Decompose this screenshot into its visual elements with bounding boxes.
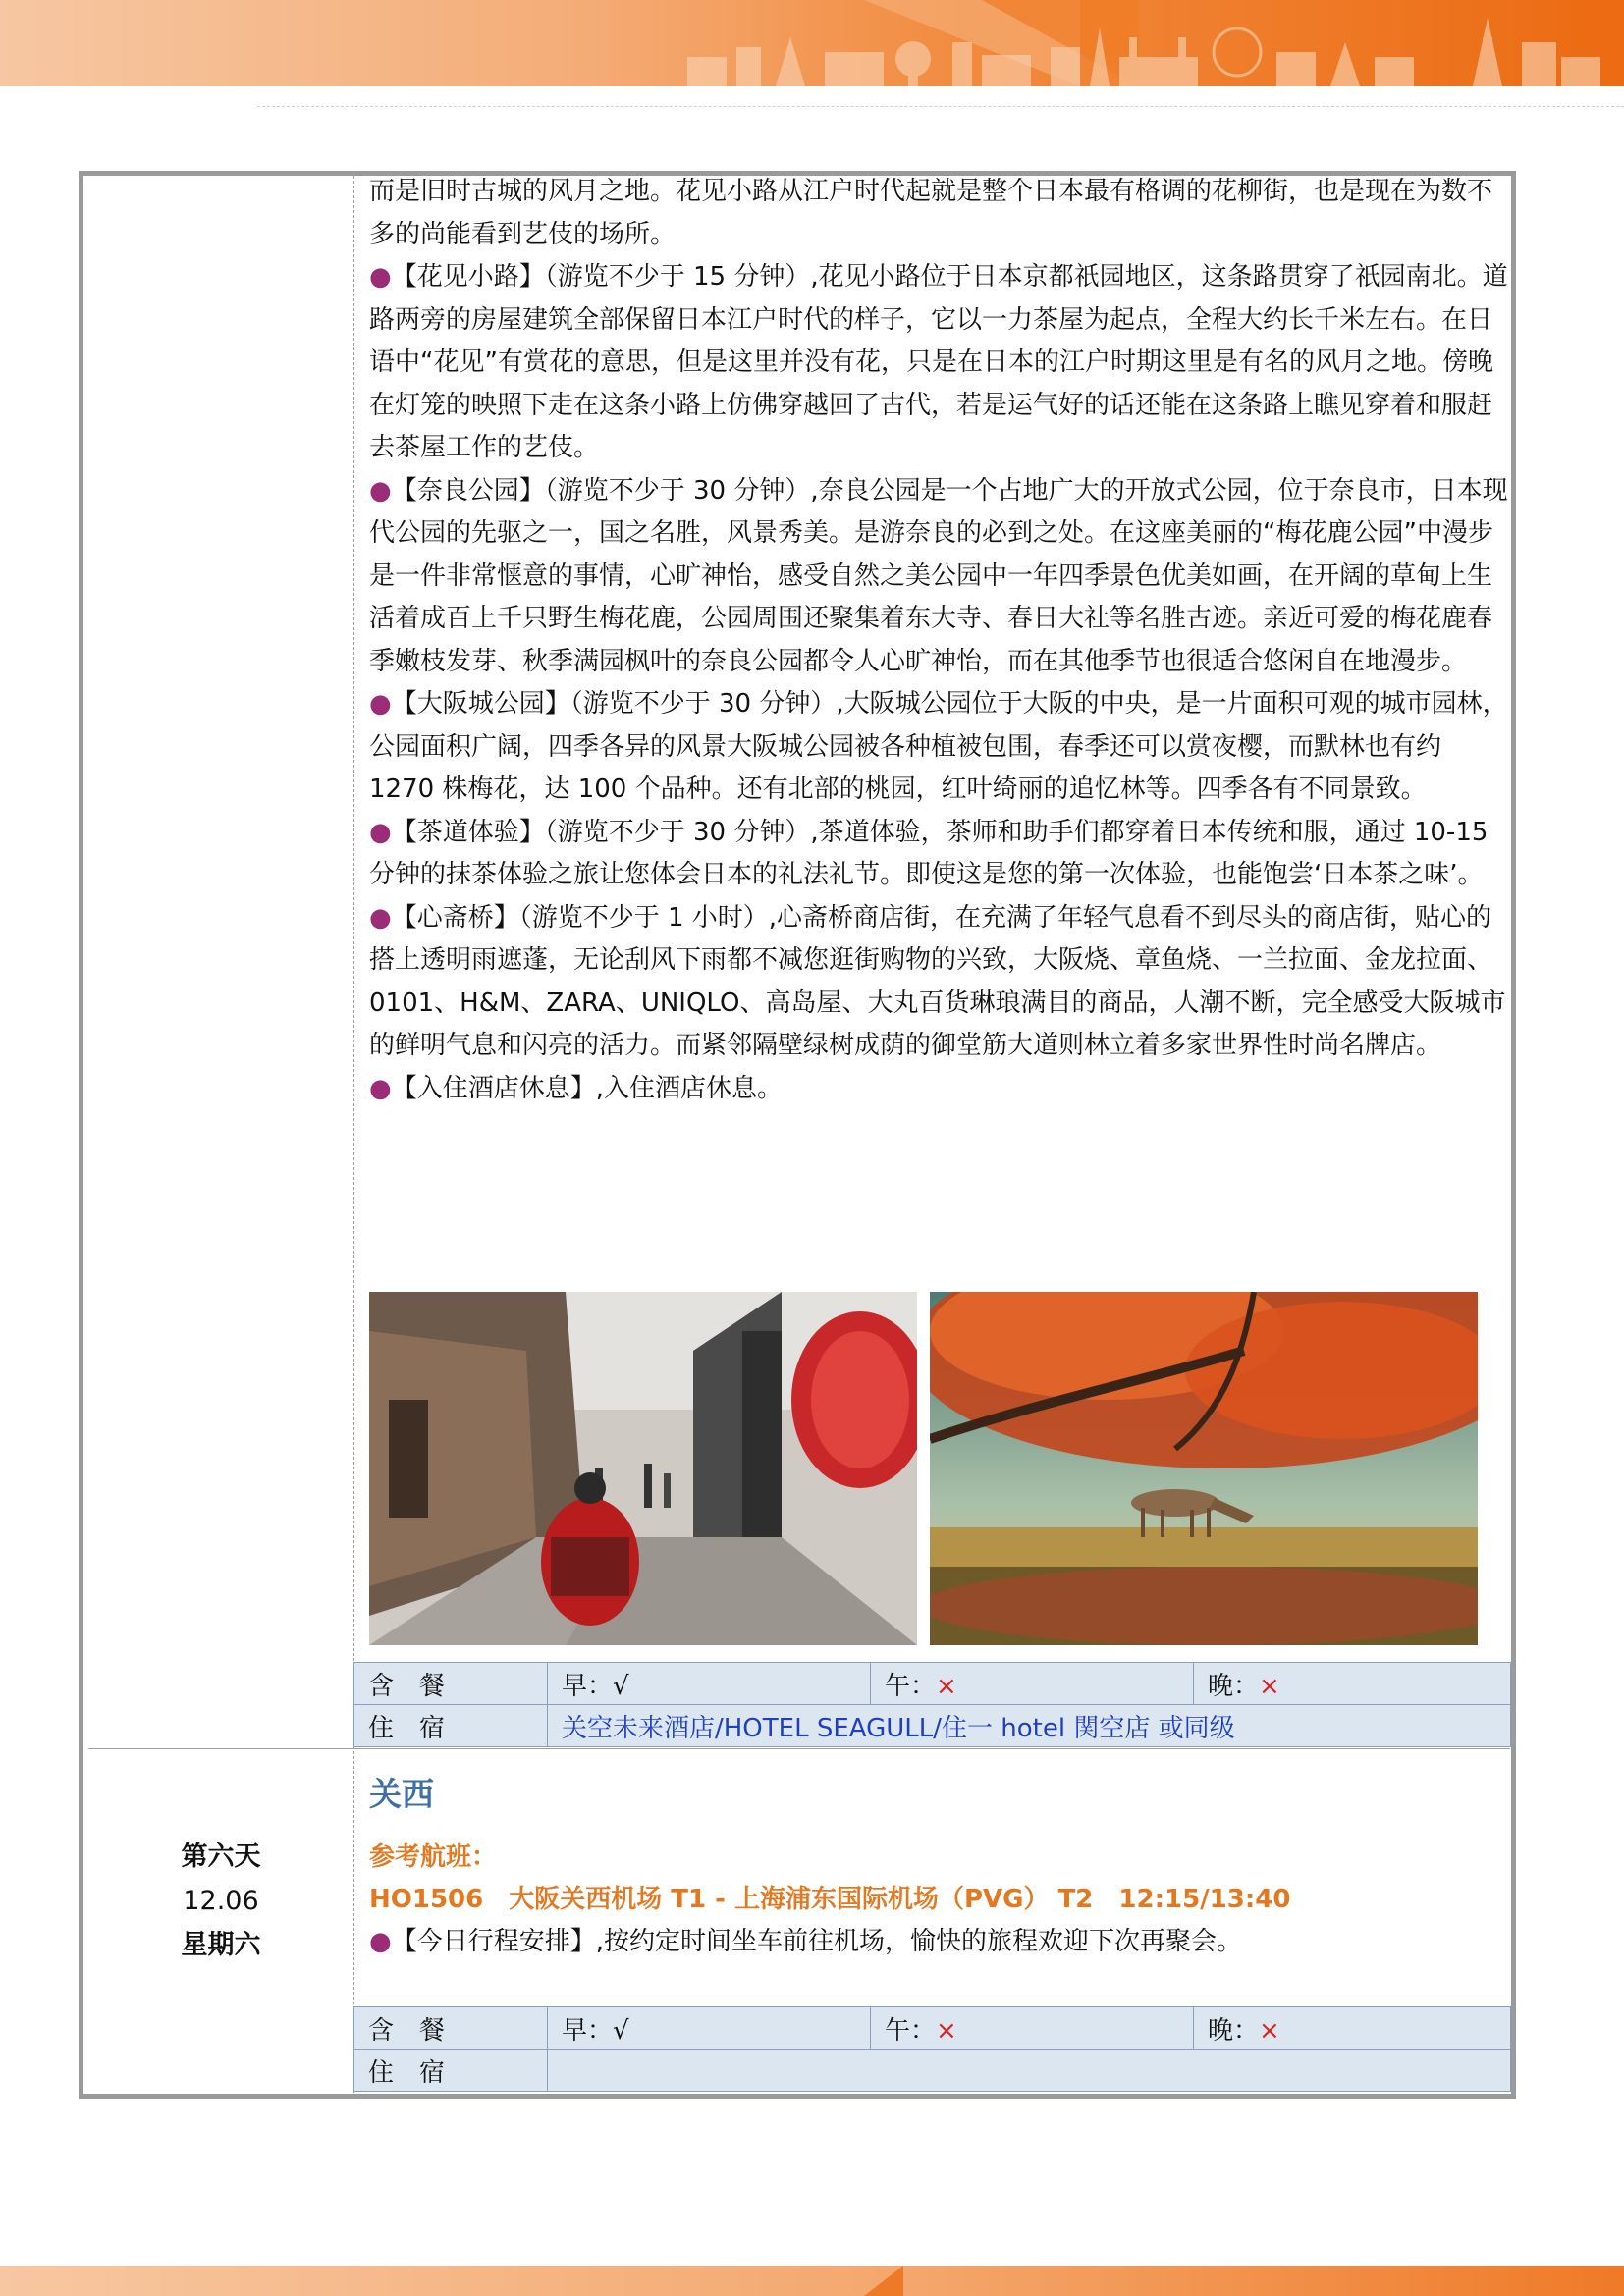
breakfast-cell: 早：√ bbox=[548, 1663, 871, 1705]
breakfast-cell: 早：√ bbox=[548, 2007, 871, 2050]
activity-text: ,按约定时间坐车前往机场，愉快的旅程欢迎下次再聚会。 bbox=[595, 1927, 1242, 1956]
bullet-icon: ● bbox=[369, 689, 392, 719]
attraction-text: ,入住酒店休息。 bbox=[595, 1073, 783, 1103]
lodging-label: 住 宿 bbox=[354, 2050, 548, 2092]
hotel-name bbox=[548, 2050, 1511, 2092]
paragraph-intro-continued: 而是旧时古城的风月之地。花见小路从江户时代起就是整个日本最有格调的花柳街，也是现在为数不多的尚能看到艺伎的场所。 bbox=[369, 177, 1493, 249]
attraction-text: （游览不少于 1 小时）,心斋桥商店街，在充满了年轻气息看不到尽头的商店街，贴心的搭上透明雨遮蓬，无论刮风下雨都不减您逛街购物的兴致，大阪烧、章鱼烧、一兰拉面、金龙拉面、0101、H&M、ZARA、UNIQLO、高岛屋、大丸百货琳琅满目的商品，人潮不断，完全感受大阪城市的鲜明气息和闪亮的活力。而紧邻隔壁绿树成荫的御堂筋大道则林立着多家世界性时尚名牌店。 bbox=[369, 902, 1506, 1060]
lunch-cell: 午：× bbox=[871, 1663, 1194, 1705]
attraction-osaka-castle-park bbox=[369, 683, 1508, 812]
cross-icon: × bbox=[1259, 1671, 1280, 1701]
flight-title: 参考航班： bbox=[369, 1842, 498, 1872]
lunch-cell: 午：× bbox=[871, 2007, 1194, 2050]
attraction-text: （游览不少于 30 分钟）,大阪城公园位于大阪的中央，是一片面积可观的城市园林，公园面积广阔，四季各异的风景大阪城公园被各种植被包围，春季还可以赏夜樱，而默林也有约 1270 株梅花，达 100 个品种。还有北部的桃园，红叶绮丽的追忆林等。四季各有不同景致。 bbox=[369, 689, 1508, 804]
attraction-hanamikoji bbox=[369, 256, 1508, 470]
day-number: 第六天 bbox=[181, 1842, 261, 1872]
photo-deer-autumn bbox=[930, 1292, 1478, 1645]
attraction-title: 【花见小路】 bbox=[391, 262, 545, 292]
meals-label: 含 餐 bbox=[354, 2007, 548, 2050]
bullet-icon: ● bbox=[369, 475, 392, 506]
meals-row bbox=[354, 1663, 1511, 1705]
attraction-shinsaibashi bbox=[369, 897, 1508, 1068]
day6-meals-table bbox=[353, 2006, 1511, 2092]
bullet-icon: ● bbox=[369, 1927, 392, 1956]
attraction-tea-ceremony bbox=[369, 812, 1508, 897]
bullet-icon: ● bbox=[369, 262, 392, 292]
attraction-text: （游览不少于 30 分钟）,奈良公园是一个占地广大的开放式公园，位于奈良市，日本现代公园的先驱之一，国之名胜，风景秀美。是游奈良的必到之处。在这座美丽的“梅花鹿公园”中漫步是一件非常惬意的事情，心旷神怡，感受自然之美公园中一年四季景色优美如画，在开阔的草甸上生活着成百上千只野生梅花鹿，公园周围还聚集着东大寺、春日大社等名胜古迹。亲近可爱的梅花鹿春季嫩枝发芽、秋季满园枫叶的奈良公园都令人心旷神怡，而在其他季节也很适合悠闲自在地漫步。 bbox=[369, 475, 1508, 676]
meals-label: 含 餐 bbox=[354, 1663, 548, 1705]
region-title: 关西 bbox=[369, 1775, 434, 1813]
cross-icon: × bbox=[936, 2015, 957, 2046]
cross-icon: × bbox=[936, 1671, 957, 1701]
day-weekday: 星期六 bbox=[181, 1930, 261, 1960]
day6-activity bbox=[369, 1921, 1242, 1957]
photo-geisha-street bbox=[369, 1292, 917, 1645]
bullet-icon: ● bbox=[369, 1073, 392, 1103]
attraction-text: （游览不少于 30 分钟）,茶道体验，茶师和助手们都穿着日本传统和服，通过 10-15 分钟的抹茶体验之旅让您体会日本的礼法礼节。即使这是您的第一次体验，也能饱尝‘日本茶之味’。 bbox=[369, 817, 1489, 889]
day-date: 12.06 bbox=[183, 1886, 259, 1916]
hotel-name: 关空未来酒店/HOTEL SEAGULL/住一 hotel 関空店 或同级 bbox=[548, 1705, 1511, 1747]
lodging-row bbox=[354, 2050, 1511, 2092]
header-banner bbox=[0, 0, 1624, 86]
column-divider bbox=[353, 171, 354, 2093]
attraction-title: 【奈良公园】 bbox=[391, 475, 545, 506]
dinner-cell: 晚：× bbox=[1194, 2007, 1511, 2050]
cross-icon: × bbox=[1259, 2015, 1280, 2046]
bullet-icon: ● bbox=[369, 817, 392, 847]
day-row-divider bbox=[88, 1748, 1510, 1749]
attraction-title: 【茶道体验】 bbox=[391, 817, 545, 847]
lodging-label: 住 宿 bbox=[354, 1705, 548, 1747]
lodging-row bbox=[354, 1705, 1511, 1747]
dinner-cell: 晚：× bbox=[1194, 1663, 1511, 1705]
attraction-text: （游览不少于 15 分钟）,花见小路位于日本京都祇园地区，这条路贯穿了祇园南北。道路两旁的房屋建筑全部保留日本江户时代的样子，它以一力茶屋为起点，全程大约长千米左右。在日语中“花见”有赏花的意思，但是这里并没有花，只是在日本的江户时期这里是有名的风月之地。傍晚在灯笼的映照下走在这条小路上仿佛穿越回了古代，若是运气好的话还能在这条路上瞧见穿着和服赶去茶屋工作的艺伎。 bbox=[369, 262, 1508, 462]
attraction-nara-park bbox=[369, 470, 1508, 684]
bullet-icon: ● bbox=[369, 902, 392, 933]
flight-detail: HO1506 大阪关西机场 T1 - 上海浦东国际机场（PVG） T2 12:15/13:40 bbox=[369, 1885, 1291, 1914]
attraction-title: 【心斋桥】 bbox=[391, 902, 519, 933]
attraction-hotel-rest bbox=[369, 1068, 1508, 1111]
day5-description bbox=[369, 171, 1508, 1110]
attraction-title: 【入住酒店休息】 bbox=[391, 1073, 596, 1103]
attraction-title: 【大阪城公园】 bbox=[391, 689, 570, 719]
footer-bar bbox=[0, 2266, 1624, 2296]
header-divider bbox=[257, 106, 1624, 107]
activity-title: 【今日行程安排】 bbox=[391, 1927, 596, 1956]
day5-meals-table bbox=[353, 1662, 1511, 1747]
skyline-illustration bbox=[628, 8, 1610, 86]
meals-row bbox=[354, 2007, 1511, 2050]
